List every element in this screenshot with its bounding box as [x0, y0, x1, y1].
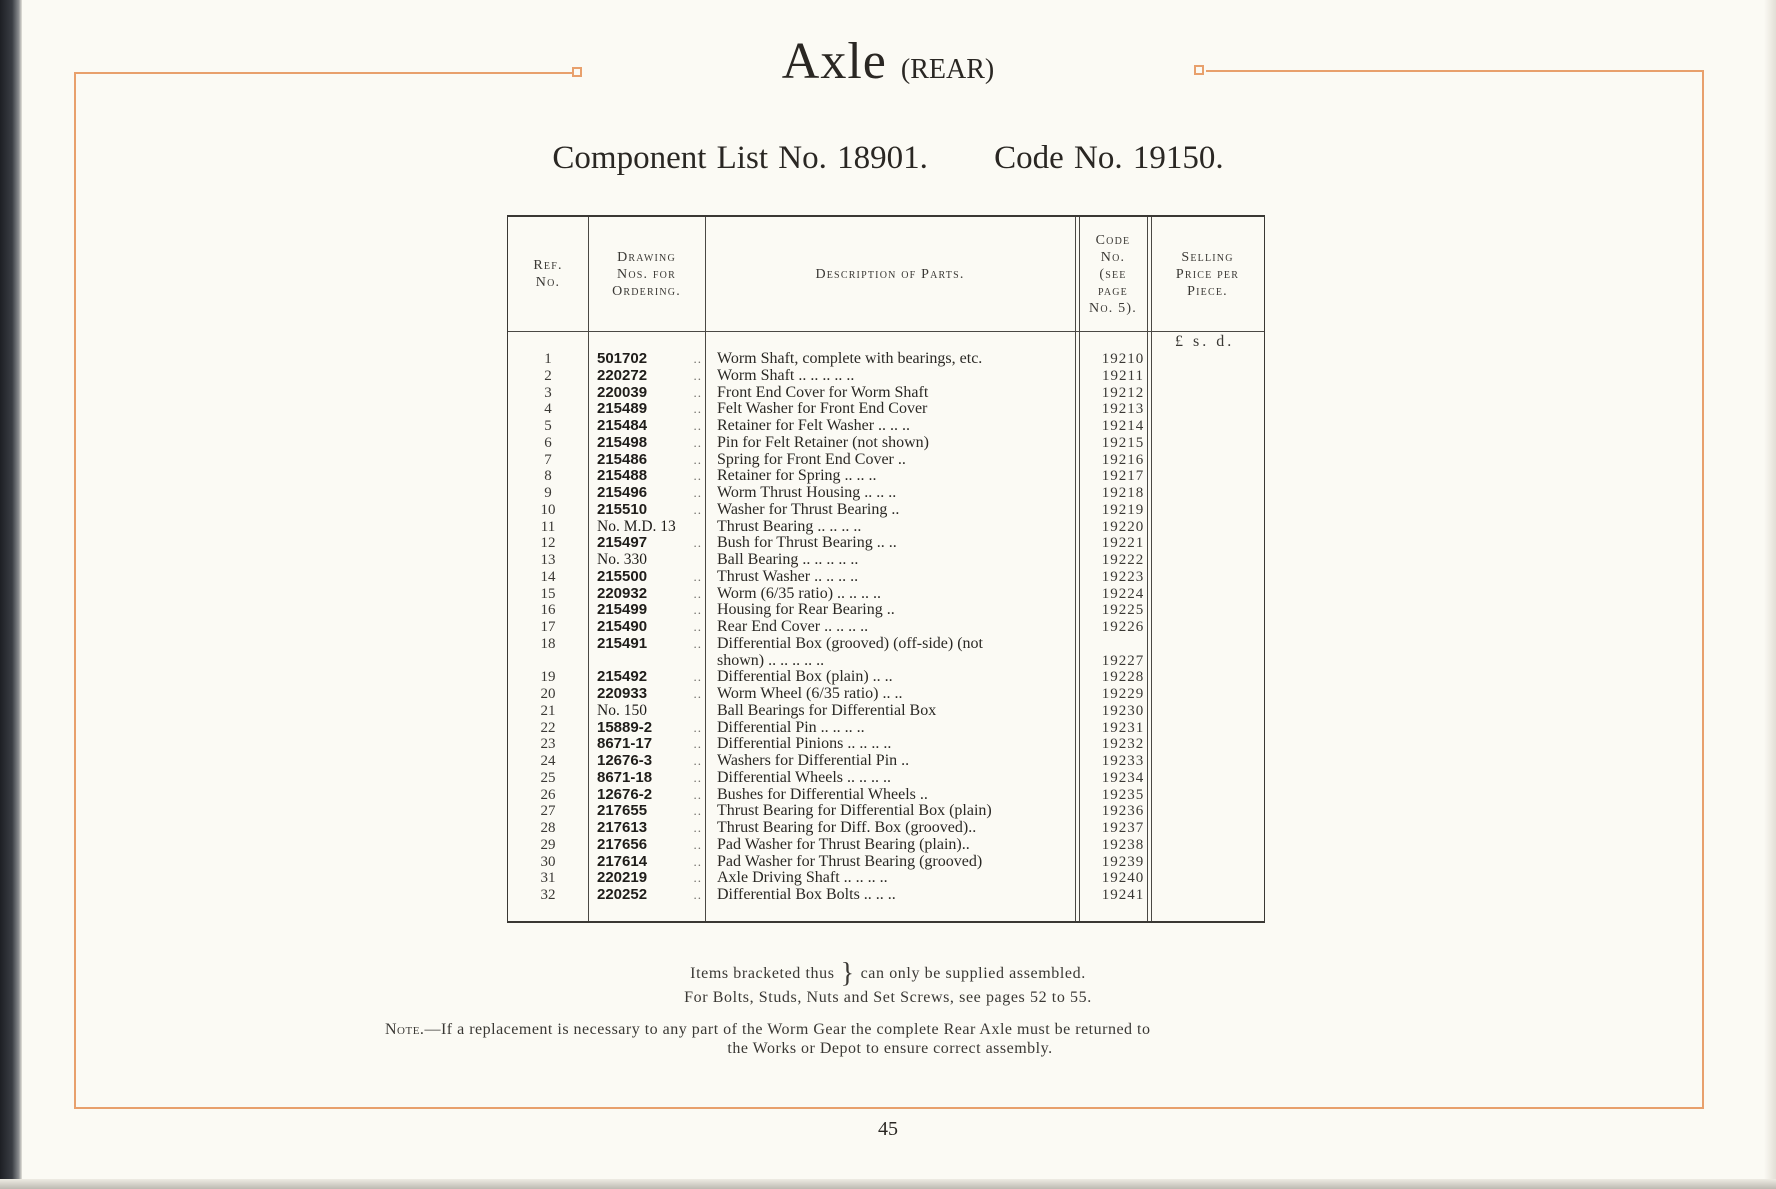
bracket-glyph: }	[840, 958, 855, 989]
part-description: Retainer for Felt Washer .. .. ..	[717, 417, 911, 434]
part-description: Bush for Thrust Bearing .. ..	[717, 534, 897, 552]
ref-number: 32	[540, 887, 556, 903]
drawing-number: 217614 ..	[597, 852, 702, 870]
drawing-number: 220933 ..	[597, 685, 702, 702]
ref-number: 19	[540, 669, 556, 686]
page-edge-bottom	[0, 1179, 1776, 1189]
page-title: Axle (REAR)	[781, 33, 995, 90]
table-row	[507, 887, 1265, 904]
ref-number: 1	[544, 351, 552, 367]
table-row	[507, 636, 1265, 670]
ref-number: 16	[540, 602, 556, 619]
table-row	[507, 736, 1265, 753]
drawing-number: 501702 ..	[597, 350, 702, 367]
code-number-cell: 19239	[1101, 853, 1145, 870]
table-row	[507, 435, 1265, 452]
code-number-cell: 19237	[1101, 820, 1145, 836]
code-number-cell: 19220	[1101, 518, 1145, 535]
table-row	[507, 837, 1265, 854]
code-number-cell: 19236	[1101, 803, 1145, 820]
table-row	[507, 803, 1265, 820]
part-description: Axle Driving Shaft .. .. .. ..	[717, 869, 888, 887]
page-title-sub: (REAR)	[900, 54, 995, 85]
code-number-cell: 19241	[1101, 887, 1145, 903]
drawing-number: 12676-2 ..	[597, 785, 702, 803]
drawing-number: 220219 ..	[597, 869, 702, 887]
table-row	[507, 535, 1265, 552]
page-number: 45	[878, 1118, 898, 1140]
drawing-number: No. M.D. 13	[597, 517, 676, 535]
code-number-cell: 19211	[1102, 367, 1144, 384]
drawing-number: 215496 ..	[597, 484, 702, 501]
table-row	[507, 368, 1265, 385]
code-number-cell: 19235	[1101, 786, 1145, 803]
drawing-number: 8671-18 ..	[597, 768, 702, 786]
table-row	[507, 753, 1265, 770]
part-description: Pin for Felt Retainer (not shown)	[717, 433, 929, 451]
drawing-number: 220252 ..	[597, 886, 702, 903]
header-price: Selling Price per Piece.	[1175, 249, 1240, 299]
table-row	[507, 468, 1265, 485]
code-number-cell: 19222	[1101, 552, 1145, 568]
part-description: Retainer for Spring .. .. ..	[717, 467, 877, 485]
code-number-cell: 19240	[1101, 870, 1145, 887]
table-row	[507, 502, 1265, 519]
table-row	[507, 452, 1265, 469]
part-description: Worm (6/35 ratio) .. .. .. ..	[717, 584, 882, 602]
part-description: Spring for Front End Cover ..	[717, 450, 906, 468]
table-row	[507, 485, 1265, 502]
ref-number: 12	[540, 535, 556, 552]
table-row	[507, 401, 1265, 418]
currency-header: £ s. d.	[1175, 333, 1235, 350]
drawing-number: 215500 ..	[597, 567, 702, 585]
table-row	[507, 418, 1265, 435]
ref-number: 29	[540, 836, 556, 853]
part-description: Thrust Bearing for Differential Box (plain)	[717, 802, 992, 820]
ref-number: 10	[540, 501, 556, 518]
code-number-cell: 19227	[1101, 652, 1145, 669]
drawing-number: No. 150	[597, 701, 647, 719]
table-row	[507, 385, 1265, 402]
replacement-note: Note.—If a replacement is necessary to any part of the Worm Gear the complete Rear Axle must be returned to the Works or Depot to ensure correct assembly.	[385, 1021, 1151, 1057]
code-number-cell: 19216	[1101, 451, 1145, 468]
part-description: Bushes for Differential Wheels ..	[717, 785, 928, 803]
table-row	[507, 619, 1265, 636]
drawing-number: 215488 ..	[597, 467, 702, 485]
code-number-cell: 19231	[1101, 719, 1145, 736]
drawing-number: 8671-17 ..	[597, 735, 702, 753]
component-list-number: Component List No. 18901.	[552, 140, 928, 176]
code-number-cell: 19215	[1101, 434, 1145, 451]
code-number-cell: 19234	[1101, 769, 1145, 786]
code-number-cell: 19228	[1101, 669, 1145, 686]
header-description: Description of Parts.	[815, 266, 965, 282]
drawing-number: 220039 ..	[597, 383, 702, 401]
ref-number: 4	[544, 401, 552, 418]
ref-number: 23	[540, 736, 556, 753]
table-row	[507, 787, 1265, 804]
page-edge-right	[1764, 0, 1776, 1189]
drawing-number: 220272 ..	[597, 366, 702, 384]
drawing-number: 220932 ..	[597, 584, 702, 602]
code-number: Code No. 19150.	[994, 140, 1224, 176]
ref-number: 24	[540, 753, 556, 769]
drawing-number: 217655 ..	[597, 802, 702, 820]
code-number-cell: 19212	[1101, 384, 1145, 401]
part-description: Thrust Washer .. .. .. ..	[717, 567, 859, 585]
code-number-cell: 19223	[1101, 568, 1145, 585]
code-number-cell: 19232	[1101, 736, 1145, 753]
drawing-number: 217613 ..	[597, 819, 702, 836]
drawing-number: 215499 ..	[597, 601, 702, 619]
note-label: Note.	[385, 1021, 425, 1038]
ref-number: 13	[540, 552, 556, 568]
part-description: Ball Bearing .. .. .. .. ..	[717, 551, 859, 568]
table-row	[507, 669, 1265, 686]
drawing-number: 215490 ..	[597, 618, 702, 635]
ref-number: 3	[544, 384, 552, 401]
ref-number: 31	[540, 870, 556, 887]
table-row	[507, 602, 1265, 619]
table-row	[507, 770, 1265, 787]
ref-number: 5	[544, 418, 552, 434]
table-row	[507, 351, 1265, 368]
table-row	[507, 552, 1265, 569]
drawing-number: 215510 ..	[597, 500, 702, 518]
code-number-cell: 19225	[1101, 602, 1145, 619]
part-description: Thrust Bearing .. .. .. ..	[717, 517, 862, 535]
code-number-cell: 19221	[1101, 535, 1145, 552]
part-description: Differential Box (grooved) (off-side) (not shown) .. .. .. .. ..	[717, 634, 983, 669]
ref-number: 21	[540, 702, 556, 719]
ref-number: 11	[540, 518, 556, 535]
part-description: Washer for Thrust Bearing ..	[717, 500, 900, 518]
part-description: Differential Box (plain) .. ..	[717, 668, 893, 686]
parts-rows	[507, 351, 1265, 904]
part-description: Differential Box Bolts .. .. ..	[717, 886, 896, 903]
part-description: Felt Washer for Front End Cover	[717, 400, 928, 418]
part-description: Worm Shaft .. .. .. .. ..	[717, 366, 855, 384]
ref-number: 8	[544, 468, 552, 485]
table-row	[507, 720, 1265, 737]
part-description: Thrust Bearing for Diff. Box (grooved)..	[717, 819, 977, 836]
part-description: Front End Cover for Worm Shaft	[717, 383, 929, 401]
table-row	[507, 519, 1265, 536]
part-description: Pad Washer for Thrust Bearing (plain)..	[717, 835, 970, 853]
ref-number: 25	[540, 769, 556, 786]
drawing-number: 215497 ..	[597, 534, 702, 552]
code-number-cell: 19219	[1101, 501, 1145, 518]
table-row	[507, 870, 1265, 887]
book-spine	[0, 0, 22, 1189]
code-number-cell: 19238	[1101, 836, 1145, 853]
drawing-number: 215492 ..	[597, 668, 702, 686]
table-row	[507, 854, 1265, 871]
part-description: Worm Wheel (6/35 ratio) .. ..	[717, 685, 903, 702]
code-number-cell: 19229	[1101, 686, 1145, 702]
part-description: Differential Wheels .. .. .. ..	[717, 768, 892, 786]
code-number-cell: 19233	[1101, 753, 1145, 769]
part-description: Rear End Cover .. .. .. ..	[717, 618, 869, 635]
header-code: Code No. (see page No. 5).	[1089, 232, 1137, 316]
page-subtitle	[0, 140, 1776, 177]
drawing-number: 217656 ..	[597, 835, 702, 853]
table-row	[507, 686, 1265, 703]
part-description: Pad Washer for Thrust Bearing (grooved)	[717, 852, 983, 870]
code-number-cell: 19224	[1101, 585, 1145, 602]
code-number-cell: 19210	[1101, 351, 1145, 367]
part-description: Worm Shaft, complete with bearings, etc.	[717, 350, 983, 367]
ref-number: 30	[540, 853, 556, 870]
drawing-number: 12676-3 ..	[597, 752, 702, 769]
table-row	[507, 569, 1265, 586]
ref-number: 7	[544, 451, 552, 468]
drawing-number: 215486 ..	[597, 450, 702, 468]
drawing-number: 15889-2 ..	[597, 718, 702, 736]
ref-number: 9	[544, 485, 552, 501]
drawing-number: 215484 ..	[597, 417, 702, 434]
table-row	[507, 820, 1265, 837]
drawing-number: 215491 ..	[597, 634, 702, 652]
drawing-number: 215489 ..	[597, 400, 702, 418]
drawing-number: 215498 ..	[597, 433, 702, 451]
part-description: Worm Thrust Housing .. .. ..	[717, 484, 897, 501]
part-description: Differential Pin .. .. .. ..	[717, 718, 865, 736]
code-number-cell: 19218	[1101, 485, 1145, 501]
ref-number: 18	[540, 635, 556, 652]
ref-number: 26	[540, 786, 556, 803]
code-number-cell: 19217	[1101, 468, 1145, 485]
header-drawing: Drawing Nos. for Ordering.	[612, 249, 681, 299]
table-row	[507, 703, 1265, 720]
part-description: Ball Bearings for Differential Box	[717, 701, 937, 719]
header-ref: Ref. No.	[533, 258, 563, 290]
code-number-cell: 19226	[1101, 619, 1145, 635]
ref-number: 2	[544, 367, 552, 384]
part-description: Differential Pinions .. .. .. ..	[717, 735, 892, 753]
ref-number: 17	[540, 619, 556, 635]
ref-number: 15	[540, 585, 556, 602]
part-description: Housing for Rear Bearing ..	[717, 601, 895, 619]
bolts-note: For Bolts, Studs, Nuts and Set Screws, see pages 52 to 55.	[684, 989, 1092, 1006]
code-number-cell: 19214	[1101, 418, 1145, 434]
ref-number: 14	[540, 568, 556, 585]
ref-number: 27	[540, 803, 556, 820]
code-number-cell: 19230	[1101, 702, 1145, 719]
ref-number: 6	[544, 434, 552, 451]
ref-number: 28	[540, 820, 556, 836]
part-description: Washers for Differential Pin ..	[717, 752, 910, 769]
bracket-note: Items bracketed thus } can only be supplied assembled.	[690, 958, 1086, 989]
ref-number: 20	[540, 686, 556, 702]
code-number-cell: 19213	[1101, 401, 1145, 418]
ref-number: 22	[540, 719, 556, 736]
drawing-number: No. 330	[597, 551, 647, 568]
table-row	[507, 586, 1265, 603]
